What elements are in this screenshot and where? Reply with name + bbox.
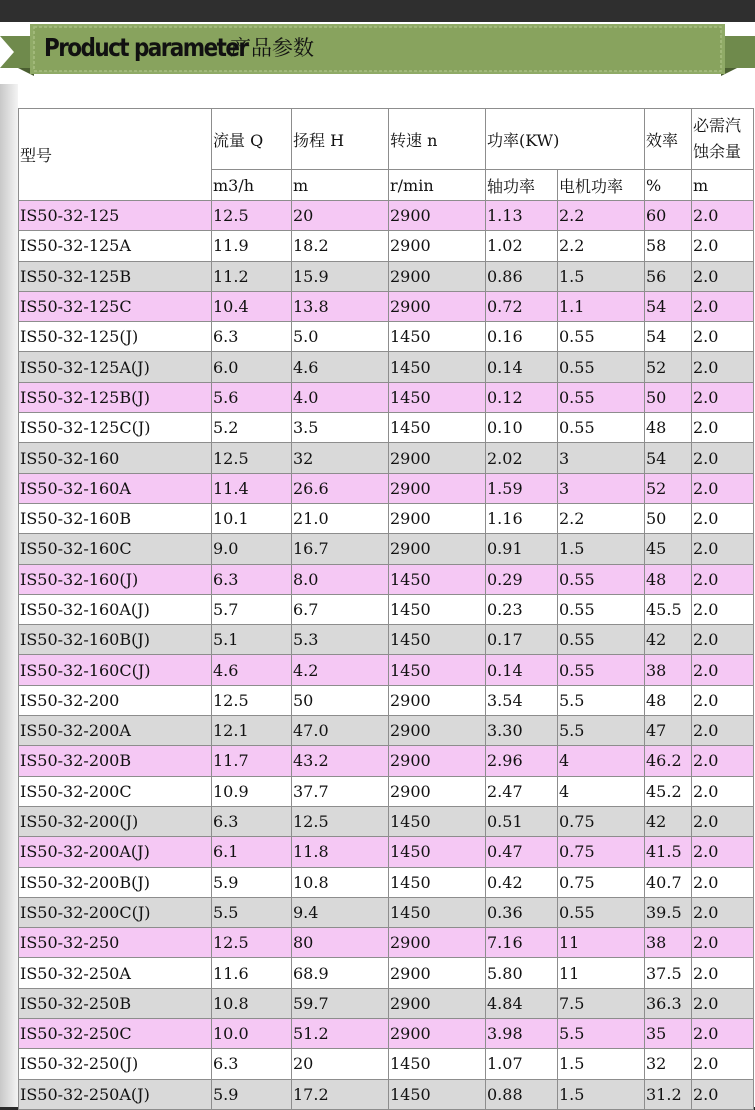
cell-head: 3.5 (292, 413, 389, 443)
cell-npsh: 2.0 (692, 1079, 754, 1109)
cell-head: 50 (292, 685, 389, 715)
cell-flow: 11.4 (212, 473, 292, 503)
unit-flow: m3/h (212, 170, 292, 201)
cell-npsh: 2.0 (692, 261, 754, 291)
cell-speed: 1450 (389, 867, 486, 897)
cell-efficiency: 45.2 (645, 776, 692, 806)
table-row (19, 201, 754, 231)
cell-speed: 1450 (389, 1079, 486, 1109)
cell-efficiency: 60 (645, 201, 692, 231)
cell-model: IS50-32-250 (19, 928, 212, 958)
cell-flow: 11.9 (212, 231, 292, 261)
cell-model: IS50-32-160B(J) (19, 625, 212, 655)
cell-shaft-power: 0.23 (486, 594, 558, 624)
cell-efficiency: 39.5 (645, 897, 692, 927)
table-row (19, 594, 754, 624)
cell-motor-power: 5.5 (558, 716, 645, 746)
cell-npsh: 2.0 (692, 806, 754, 836)
cell-head: 26.6 (292, 473, 389, 503)
cell-motor-power: 2.2 (558, 201, 645, 231)
cell-npsh: 2.0 (692, 746, 754, 776)
cell-shaft-power: 1.13 (486, 201, 558, 231)
cell-motor-power: 0.55 (558, 352, 645, 382)
cell-speed: 2900 (389, 231, 486, 261)
header-speed: 转速 n (389, 109, 486, 170)
cell-model: IS50-32-250C (19, 1019, 212, 1049)
cell-shaft-power: 2.96 (486, 746, 558, 776)
cell-npsh: 2.0 (692, 867, 754, 897)
table-row (19, 988, 754, 1018)
cell-flow: 12.5 (212, 685, 292, 715)
cell-flow: 12.5 (212, 201, 292, 231)
cell-efficiency: 42 (645, 625, 692, 655)
cell-efficiency: 35 (645, 1019, 692, 1049)
cell-head: 80 (292, 928, 389, 958)
cell-speed: 2900 (389, 534, 486, 564)
header-flow: 流量 Q (212, 109, 292, 170)
cell-head: 18.2 (292, 231, 389, 261)
table-row (19, 382, 754, 412)
cell-motor-power: 0.55 (558, 594, 645, 624)
cell-head: 68.9 (292, 958, 389, 988)
cell-flow: 6.1 (212, 837, 292, 867)
cell-model: IS50-32-200C (19, 776, 212, 806)
cell-npsh: 2.0 (692, 564, 754, 594)
cell-head: 47.0 (292, 716, 389, 746)
cell-motor-power: 1.1 (558, 291, 645, 321)
spec-table (18, 108, 754, 1110)
table-row (19, 685, 754, 715)
cell-efficiency: 31.2 (645, 1079, 692, 1109)
cell-speed: 1450 (389, 897, 486, 927)
cell-model: IS50-32-250(J) (19, 1049, 212, 1079)
cell-efficiency: 46.2 (645, 746, 692, 776)
cell-flow: 6.0 (212, 352, 292, 382)
cell-shaft-power: 1.59 (486, 473, 558, 503)
cell-efficiency: 45 (645, 534, 692, 564)
cell-model: IS50-32-160C(J) (19, 655, 212, 685)
cell-head: 5.3 (292, 625, 389, 655)
cell-shaft-power: 4.84 (486, 988, 558, 1018)
cell-flow: 10.9 (212, 776, 292, 806)
cell-npsh: 2.0 (692, 655, 754, 685)
cell-head: 15.9 (292, 261, 389, 291)
cell-speed: 1450 (389, 413, 486, 443)
table-row (19, 503, 754, 533)
cell-head: 6.7 (292, 594, 389, 624)
cell-efficiency: 48 (645, 413, 692, 443)
cell-model: IS50-32-125 (19, 201, 212, 231)
table-row (19, 534, 754, 564)
cell-motor-power: 3 (558, 473, 645, 503)
cell-npsh: 2.0 (692, 413, 754, 443)
cell-model: IS50-32-160B (19, 503, 212, 533)
cell-speed: 2900 (389, 958, 486, 988)
cell-motor-power: 2.2 (558, 231, 645, 261)
cell-model: IS50-32-160 (19, 443, 212, 473)
cell-npsh: 2.0 (692, 897, 754, 927)
table-row (19, 746, 754, 776)
cell-head: 43.2 (292, 746, 389, 776)
cell-efficiency: 41.5 (645, 837, 692, 867)
cell-head: 20 (292, 201, 389, 231)
cell-motor-power: 0.55 (558, 655, 645, 685)
unit-npsh: m (692, 170, 754, 201)
cell-efficiency: 50 (645, 503, 692, 533)
cell-speed: 2900 (389, 776, 486, 806)
cell-flow: 10.8 (212, 988, 292, 1018)
cell-head: 17.2 (292, 1079, 389, 1109)
cell-model: IS50-32-160C (19, 534, 212, 564)
cell-shaft-power: 3.30 (486, 716, 558, 746)
cell-head: 4.6 (292, 352, 389, 382)
cell-shaft-power: 2.47 (486, 776, 558, 806)
cell-shaft-power: 0.17 (486, 625, 558, 655)
cell-head: 21.0 (292, 503, 389, 533)
cell-motor-power: 7.5 (558, 988, 645, 1018)
cell-shaft-power: 0.29 (486, 564, 558, 594)
cell-motor-power: 3 (558, 443, 645, 473)
cell-shaft-power: 0.12 (486, 382, 558, 412)
cell-speed: 1450 (389, 837, 486, 867)
left-shadow (0, 84, 18, 1107)
cell-model: IS50-32-200B(J) (19, 867, 212, 897)
cell-head: 51.2 (292, 1019, 389, 1049)
cell-motor-power: 0.55 (558, 564, 645, 594)
banner-title (44, 28, 314, 68)
cell-speed: 1450 (389, 352, 486, 382)
table-row (19, 867, 754, 897)
cell-shaft-power: 1.02 (486, 231, 558, 261)
cell-npsh: 2.0 (692, 473, 754, 503)
cell-motor-power: 1.5 (558, 1049, 645, 1079)
cell-motor-power: 11 (558, 928, 645, 958)
table-row (19, 413, 754, 443)
cell-npsh: 2.0 (692, 958, 754, 988)
cell-speed: 2900 (389, 746, 486, 776)
cell-head: 20 (292, 1049, 389, 1079)
unit-motor-power: 电机功率 (558, 170, 645, 201)
table-row (19, 473, 754, 503)
cell-npsh: 2.0 (692, 503, 754, 533)
cell-motor-power: 2.2 (558, 503, 645, 533)
cell-shaft-power: 0.14 (486, 655, 558, 685)
cell-speed: 1450 (389, 564, 486, 594)
cell-shaft-power: 0.72 (486, 291, 558, 321)
cell-npsh: 2.0 (692, 837, 754, 867)
table-row (19, 291, 754, 321)
table-row (19, 958, 754, 988)
cell-npsh: 2.0 (692, 201, 754, 231)
cell-flow: 11.2 (212, 261, 292, 291)
header-npsh: 必需汽蚀余量 (692, 109, 754, 170)
cell-speed: 1450 (389, 806, 486, 836)
cell-shaft-power: 7.16 (486, 928, 558, 958)
cell-shaft-power: 3.98 (486, 1019, 558, 1049)
cell-motor-power: 0.55 (558, 322, 645, 352)
table-row (19, 897, 754, 927)
cell-flow: 5.9 (212, 867, 292, 897)
table-row (19, 352, 754, 382)
cell-model: IS50-32-125A (19, 231, 212, 261)
cell-motor-power: 0.75 (558, 867, 645, 897)
cell-npsh: 2.0 (692, 625, 754, 655)
cell-flow: 12.5 (212, 928, 292, 958)
cell-shaft-power: 0.36 (486, 897, 558, 927)
cell-model: IS50-32-200A (19, 716, 212, 746)
cell-flow: 6.3 (212, 1049, 292, 1079)
cell-npsh: 2.0 (692, 928, 754, 958)
cell-motor-power: 5.5 (558, 1019, 645, 1049)
cell-efficiency: 45.5 (645, 594, 692, 624)
cell-flow: 10.0 (212, 1019, 292, 1049)
cell-npsh: 2.0 (692, 534, 754, 564)
cell-speed: 2900 (389, 1019, 486, 1049)
cell-speed: 1450 (389, 1049, 486, 1079)
cell-flow: 6.3 (212, 564, 292, 594)
cell-model: IS50-32-160A(J) (19, 594, 212, 624)
unit-shaft-power: 轴功率 (486, 170, 558, 201)
cell-flow: 5.5 (212, 897, 292, 927)
cell-motor-power: 4 (558, 746, 645, 776)
table-row (19, 322, 754, 352)
cell-speed: 2900 (389, 443, 486, 473)
cell-efficiency: 52 (645, 352, 692, 382)
table-row (19, 776, 754, 806)
cell-flow: 4.6 (212, 655, 292, 685)
cell-efficiency: 37.5 (645, 958, 692, 988)
cell-motor-power: 0.75 (558, 837, 645, 867)
table-row (19, 837, 754, 867)
table-row (19, 1049, 754, 1079)
cell-speed: 1450 (389, 594, 486, 624)
cell-flow: 6.3 (212, 322, 292, 352)
cell-speed: 2900 (389, 291, 486, 321)
cell-speed: 2900 (389, 261, 486, 291)
cell-efficiency: 56 (645, 261, 692, 291)
cell-head: 16.7 (292, 534, 389, 564)
cell-head: 9.4 (292, 897, 389, 927)
cell-model: IS50-32-125C (19, 291, 212, 321)
cell-flow: 10.4 (212, 291, 292, 321)
cell-head: 12.5 (292, 806, 389, 836)
cell-motor-power: 0.55 (558, 897, 645, 927)
cell-head: 4.2 (292, 655, 389, 685)
cell-flow: 5.7 (212, 594, 292, 624)
cell-motor-power: 4 (558, 776, 645, 806)
cell-efficiency: 32 (645, 1049, 692, 1079)
unit-efficiency: % (645, 170, 692, 201)
table-row (19, 625, 754, 655)
cell-motor-power: 1.5 (558, 1079, 645, 1109)
table-row (19, 1079, 754, 1109)
cell-shaft-power: 3.54 (486, 685, 558, 715)
table-row (19, 231, 754, 261)
cell-head: 5.0 (292, 322, 389, 352)
cell-efficiency: 54 (645, 291, 692, 321)
cell-head: 8.0 (292, 564, 389, 594)
cell-npsh: 2.0 (692, 988, 754, 1018)
cell-efficiency: 48 (645, 685, 692, 715)
cell-head: 59.7 (292, 988, 389, 1018)
cell-head: 32 (292, 443, 389, 473)
cell-model: IS50-32-250A (19, 958, 212, 988)
cell-head: 37.7 (292, 776, 389, 806)
cell-shaft-power: 1.16 (486, 503, 558, 533)
table-row (19, 1019, 754, 1049)
cell-npsh: 2.0 (692, 382, 754, 412)
cell-speed: 1450 (389, 322, 486, 352)
cell-head: 4.0 (292, 382, 389, 412)
cell-flow: 10.1 (212, 503, 292, 533)
cell-flow: 5.1 (212, 625, 292, 655)
cell-flow: 6.3 (212, 806, 292, 836)
cell-npsh: 2.0 (692, 594, 754, 624)
cell-motor-power: 5.5 (558, 685, 645, 715)
cell-npsh: 2.0 (692, 716, 754, 746)
cell-model: IS50-32-200 (19, 685, 212, 715)
unit-speed: r/min (389, 170, 486, 201)
unit-head: m (292, 170, 389, 201)
cell-shaft-power: 0.88 (486, 1079, 558, 1109)
cell-motor-power: 1.5 (558, 261, 645, 291)
cell-model: IS50-32-125C(J) (19, 413, 212, 443)
cell-flow: 5.2 (212, 413, 292, 443)
table-row (19, 806, 754, 836)
cell-model: IS50-32-125B (19, 261, 212, 291)
cell-model: IS50-32-160(J) (19, 564, 212, 594)
cell-flow: 5.6 (212, 382, 292, 412)
cell-motor-power: 11 (558, 958, 645, 988)
cell-npsh: 2.0 (692, 685, 754, 715)
cell-shaft-power: 0.42 (486, 867, 558, 897)
table-row (19, 564, 754, 594)
cell-flow: 12.5 (212, 443, 292, 473)
table-row (19, 716, 754, 746)
cell-motor-power: 1.5 (558, 534, 645, 564)
cell-speed: 2900 (389, 716, 486, 746)
cell-efficiency: 54 (645, 443, 692, 473)
header-row (19, 109, 754, 170)
cell-efficiency: 36.3 (645, 988, 692, 1018)
cell-model: IS50-32-125A(J) (19, 352, 212, 382)
header-efficiency: 效率 (645, 109, 692, 170)
cell-efficiency: 38 (645, 655, 692, 685)
cell-efficiency: 50 (645, 382, 692, 412)
cell-efficiency: 48 (645, 564, 692, 594)
cell-shaft-power: 0.10 (486, 413, 558, 443)
cell-motor-power: 0.55 (558, 413, 645, 443)
table-row (19, 443, 754, 473)
top-dark-strip (0, 0, 755, 22)
cell-efficiency: 47 (645, 716, 692, 746)
cell-shaft-power: 0.86 (486, 261, 558, 291)
cell-head: 11.8 (292, 837, 389, 867)
cell-speed: 1450 (389, 625, 486, 655)
cell-speed: 2900 (389, 685, 486, 715)
banner-title-cn: 产品参数 (230, 36, 314, 60)
cell-speed: 2900 (389, 503, 486, 533)
cell-efficiency: 52 (645, 473, 692, 503)
cell-model: IS50-32-200A(J) (19, 837, 212, 867)
cell-model: IS50-32-200B (19, 746, 212, 776)
cell-speed: 1450 (389, 382, 486, 412)
cell-flow: 12.1 (212, 716, 292, 746)
cell-shaft-power: 0.16 (486, 322, 558, 352)
cell-motor-power: 0.75 (558, 806, 645, 836)
cell-speed: 2900 (389, 988, 486, 1018)
cell-motor-power: 0.55 (558, 625, 645, 655)
cell-npsh: 2.0 (692, 1019, 754, 1049)
cell-head: 10.8 (292, 867, 389, 897)
cell-flow: 11.7 (212, 746, 292, 776)
cell-efficiency: 38 (645, 928, 692, 958)
cell-model: IS50-32-160A (19, 473, 212, 503)
cell-npsh: 2.0 (692, 231, 754, 261)
cell-flow: 9.0 (212, 534, 292, 564)
cell-model: IS50-32-200(J) (19, 806, 212, 836)
cell-flow: 5.9 (212, 1079, 292, 1109)
cell-efficiency: 40.7 (645, 867, 692, 897)
cell-speed: 2900 (389, 473, 486, 503)
cell-efficiency: 42 (645, 806, 692, 836)
cell-npsh: 2.0 (692, 291, 754, 321)
cell-flow: 11.6 (212, 958, 292, 988)
cell-head: 13.8 (292, 291, 389, 321)
cell-npsh: 2.0 (692, 322, 754, 352)
cell-speed: 2900 (389, 928, 486, 958)
cell-shaft-power: 0.91 (486, 534, 558, 564)
cell-shaft-power: 1.07 (486, 1049, 558, 1079)
banner-title-en: Product parameter (44, 33, 248, 62)
cell-shaft-power: 0.51 (486, 806, 558, 836)
table-row (19, 928, 754, 958)
cell-npsh: 2.0 (692, 776, 754, 806)
header-model: 型号 (19, 109, 212, 201)
cell-speed: 2900 (389, 201, 486, 231)
cell-model: IS50-32-125(J) (19, 322, 212, 352)
cell-npsh: 2.0 (692, 1049, 754, 1079)
cell-model: IS50-32-250B (19, 988, 212, 1018)
table-row (19, 261, 754, 291)
cell-efficiency: 54 (645, 322, 692, 352)
cell-shaft-power: 5.80 (486, 958, 558, 988)
cell-motor-power: 0.55 (558, 382, 645, 412)
cell-model: IS50-32-200C(J) (19, 897, 212, 927)
header-head: 扬程 H (292, 109, 389, 170)
cell-npsh: 2.0 (692, 352, 754, 382)
header-power: 功率(KW) (486, 109, 645, 170)
cell-shaft-power: 2.02 (486, 443, 558, 473)
cell-shaft-power: 0.14 (486, 352, 558, 382)
cell-speed: 1450 (389, 655, 486, 685)
table-row (19, 655, 754, 685)
cell-model: IS50-32-250A(J) (19, 1079, 212, 1109)
cell-efficiency: 58 (645, 231, 692, 261)
cell-shaft-power: 0.47 (486, 837, 558, 867)
cell-model: IS50-32-125B(J) (19, 382, 212, 412)
cell-npsh: 2.0 (692, 443, 754, 473)
